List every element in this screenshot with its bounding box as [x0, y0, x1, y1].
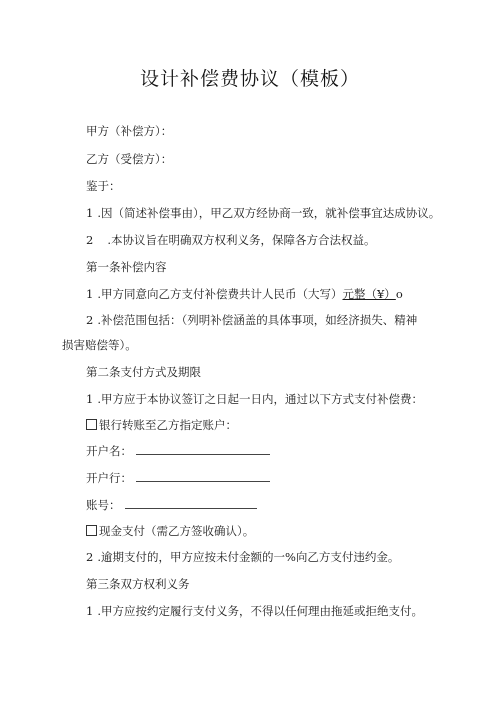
- option-label: 现金支付（需乙方签收确认）。: [99, 524, 255, 538]
- item-number: 1: [86, 206, 94, 220]
- article-2-heading: 第二条支付方式及期限: [86, 365, 201, 379]
- item-text: .甲方应按约定履行支付义务，不得以任何理由拖延或拒绝支付。: [97, 604, 423, 618]
- item-number: 1: [86, 392, 94, 406]
- bank-name-line: [86, 470, 270, 486]
- item-number: 1: [86, 604, 94, 618]
- item-end: o: [395, 287, 403, 301]
- article-1-item-2-continuation: 损害赔偿等）。: [62, 338, 137, 352]
- item-text: .甲方应于本协议签订之日起一日内，通过以下方式支付补偿费：: [97, 392, 423, 406]
- option-label: 银行转账至乙方指定账户：: [99, 418, 237, 432]
- field-label: 开户名：: [86, 444, 132, 458]
- item-number: 2: [86, 550, 94, 564]
- account-number-line: [86, 497, 257, 513]
- article-1-item-1: [86, 286, 403, 302]
- item-text: .逾期支付的，甲方应按未付金额的一%向乙方支付违约金。: [97, 550, 400, 564]
- item-text: .甲方同意向乙方支付补偿费共计人民币（大写）: [97, 287, 343, 301]
- checkbox-icon[interactable]: [86, 525, 97, 536]
- item-number: 2: [86, 233, 94, 247]
- bank-name-blank[interactable]: [136, 470, 270, 482]
- item-text: .因（简述补偿事由），甲乙双方经协商一致，就补偿事宜达成协议。: [97, 206, 441, 220]
- field-label: 账号：: [86, 498, 121, 512]
- item-text: .本协议旨在明确双方权利义务，保障各方合法权益。: [107, 233, 376, 247]
- party-b-line: 乙方（受偿方）：: [86, 152, 173, 166]
- party-a-line: 甲方（补偿方）：: [86, 124, 173, 138]
- article-1-heading: 第一条补偿内容: [86, 260, 167, 274]
- article-2-item-2: [86, 549, 399, 565]
- cash-option[interactable]: [86, 523, 254, 539]
- amount-field: 元整（¥）: [342, 287, 396, 301]
- field-label: 开户行：: [86, 471, 132, 485]
- document-title: 设计补偿费协议（模板）: [139, 68, 360, 90]
- account-number-blank[interactable]: [125, 497, 257, 509]
- whereas-item-2: [86, 232, 375, 248]
- item-number: 2: [86, 313, 94, 327]
- checkbox-icon[interactable]: [86, 419, 97, 430]
- article-3-heading: 第三条双方权利义务: [86, 577, 190, 591]
- account-name-line: [86, 443, 270, 459]
- article-3-item-1: [86, 603, 423, 619]
- item-number: 1: [86, 287, 94, 301]
- bank-transfer-option[interactable]: [86, 417, 237, 433]
- item-text: .补偿范围包括：（列明补偿涵盖的具体事项，如经济损失、精神: [97, 313, 418, 327]
- whereas-item-1: [86, 205, 440, 221]
- article-2-item-1: [86, 391, 423, 407]
- article-1-item-2: [86, 312, 417, 328]
- account-name-blank[interactable]: [136, 443, 270, 455]
- whereas-heading: 鉴于：: [86, 179, 121, 193]
